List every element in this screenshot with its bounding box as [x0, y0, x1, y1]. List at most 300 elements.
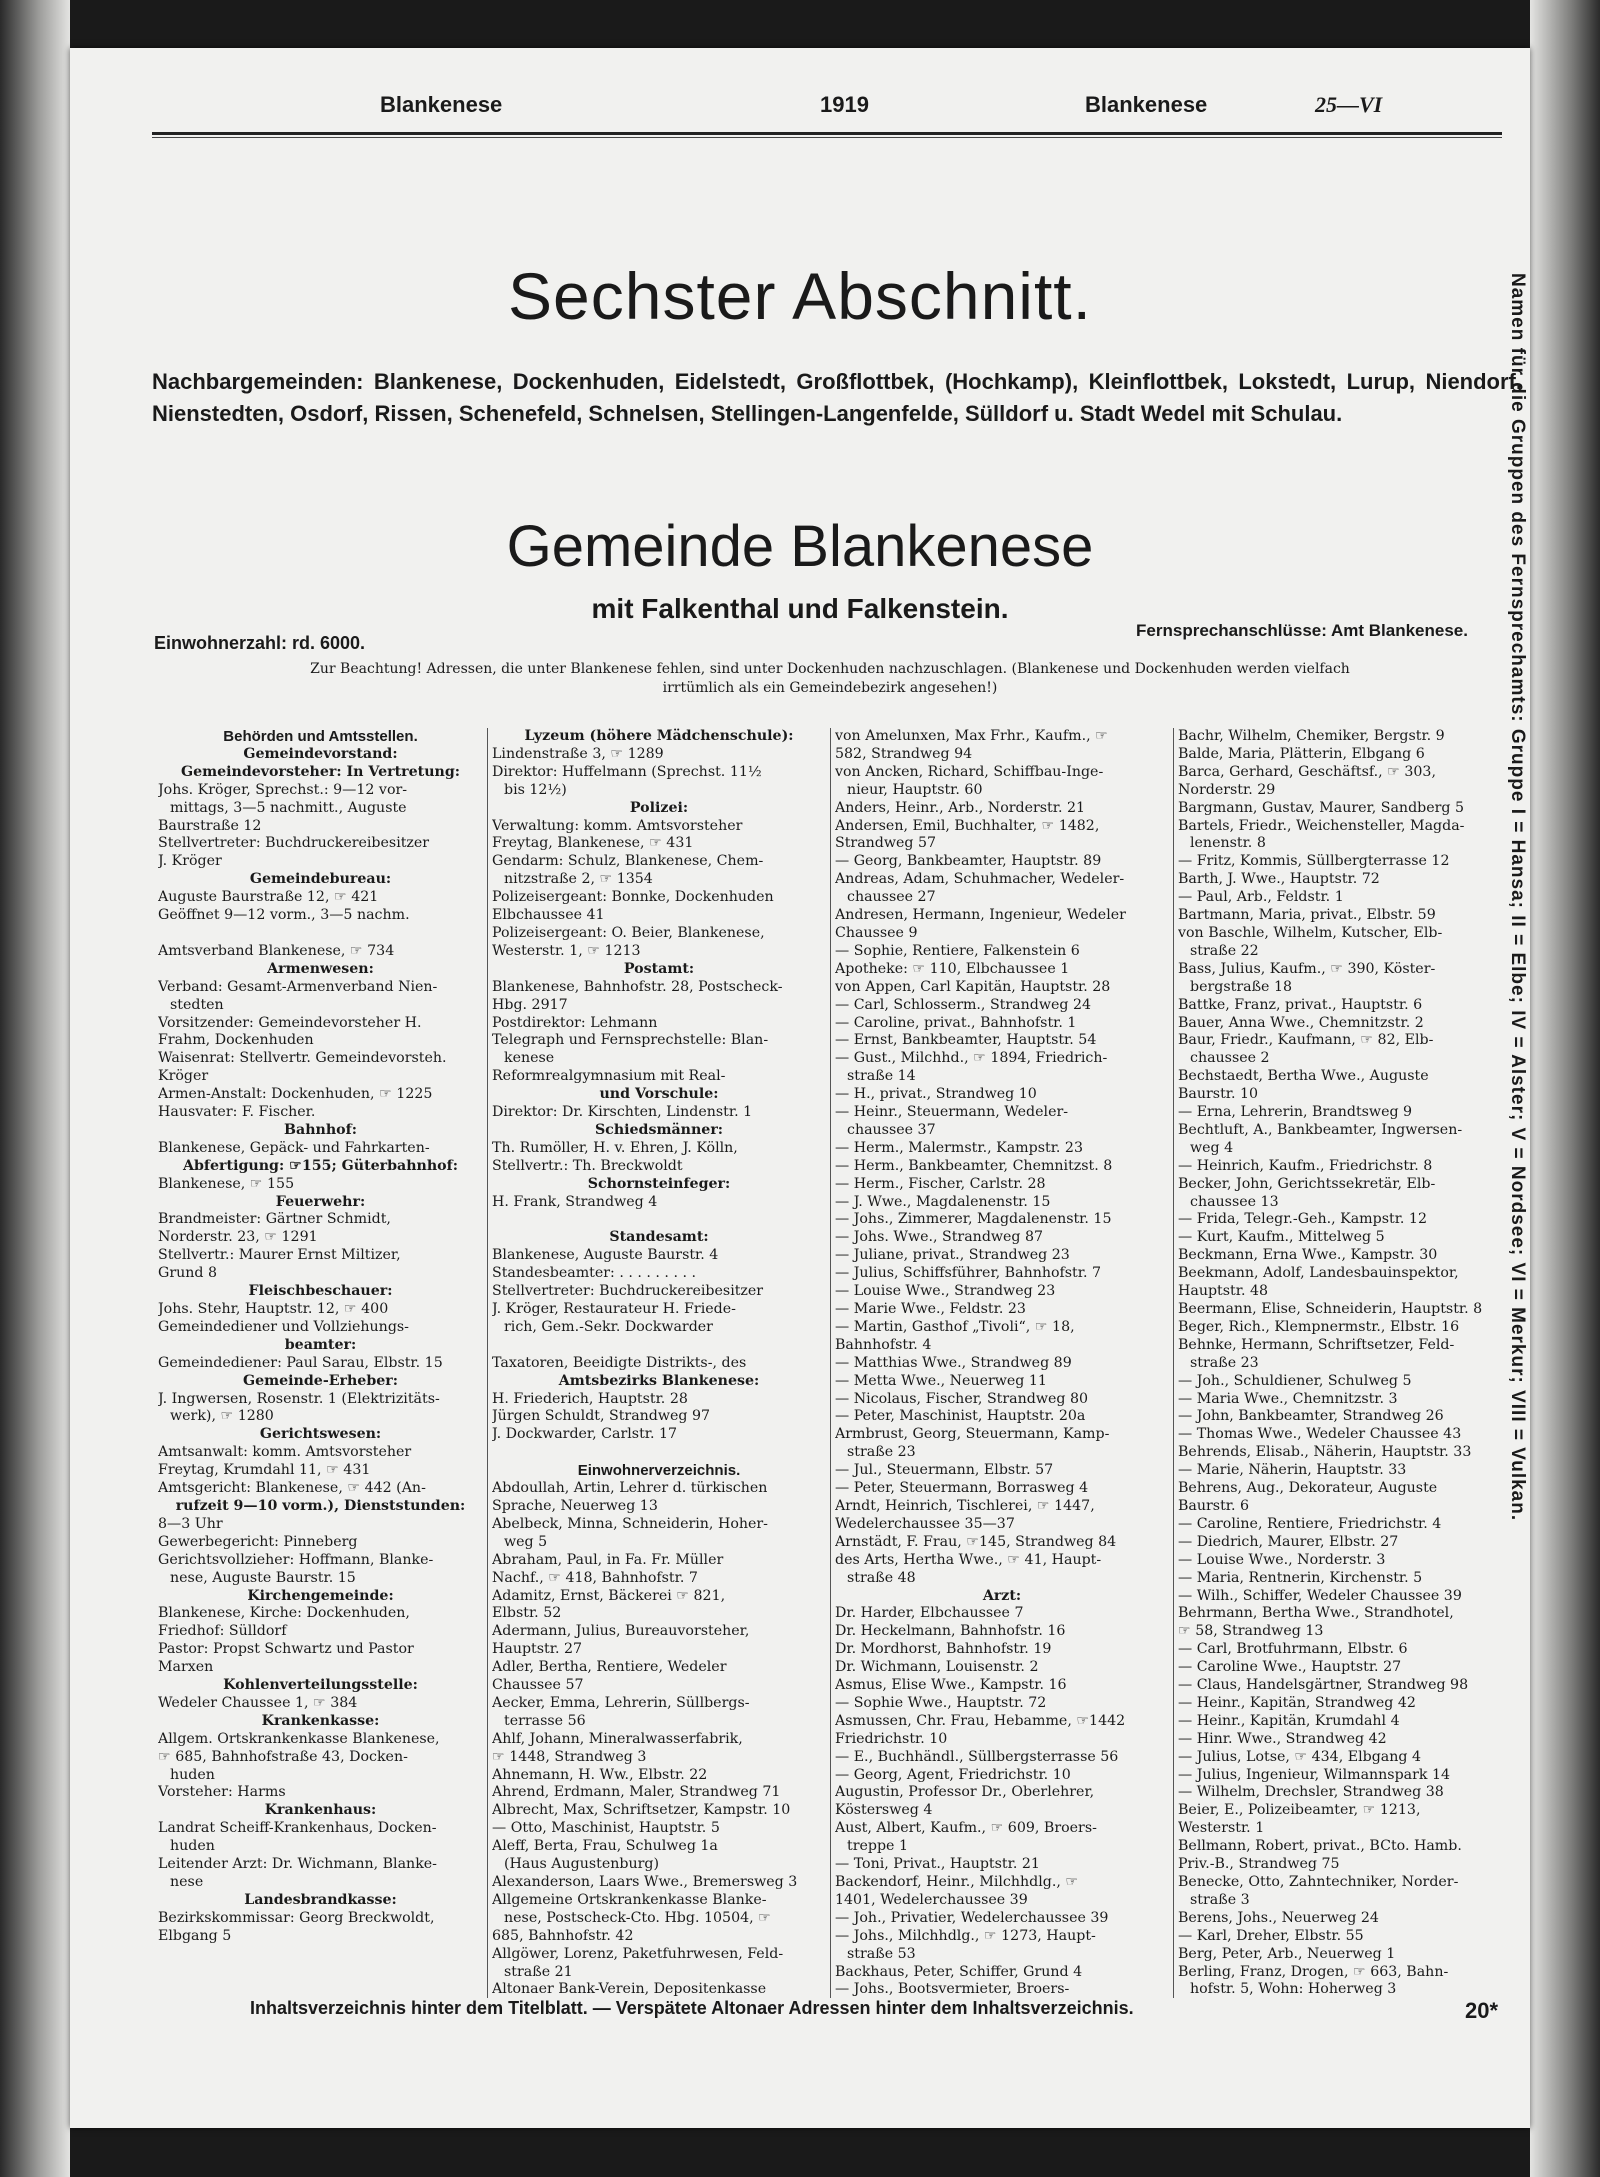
directory-line: Baur, Friedr., Kaufmann, ☞ 82, Elb- — [1178, 1032, 1434, 1049]
directory-line: — Ernst, Bankbeamter, Hauptstr. 54 — [835, 1032, 1097, 1049]
running-head-left: Blankenese — [380, 92, 503, 117]
directory-line: chaussee 13 — [1190, 1193, 1279, 1210]
directory-line: Becker, John, Gerichtssekretär, Elb- — [1178, 1175, 1436, 1192]
scan-right-margin — [1530, 0, 1600, 2177]
directory-line: Augustin, Professor Dr., Oberlehrer, — [835, 1784, 1095, 1801]
directory-line: — Matthias Wwe., Strandweg 89 — [835, 1354, 1072, 1371]
directory-line: — Heinr., Kapitän, Strandweg 42 — [1178, 1694, 1416, 1711]
directory-line: — Johs., Bootsvermieter, Broers- — [835, 1981, 1070, 1998]
directory-line: — Herm., Fischer, Carlstr. 28 — [835, 1175, 1046, 1192]
directory-line: straße 14 — [847, 1068, 916, 1085]
directory-line: — Peter, Steuermann, Borrasweg 4 — [835, 1480, 1089, 1497]
directory-line: Krankenkasse: — [261, 1712, 380, 1729]
scan-left-margin — [0, 0, 70, 2177]
directory-line: terrasse 56 — [504, 1712, 586, 1729]
directory-line: des Arts, Hertha Wwe., ☞ 41, Haupt- — [835, 1551, 1102, 1568]
directory-line — [158, 925, 483, 943]
directory-line: — Georg, Bankbeamter, Hauptstr. 89 — [835, 853, 1102, 870]
directory-line: nese, Auguste Baurstr. 15 — [170, 1569, 356, 1586]
directory-line: ☞ 1448, Strandweg 3 — [492, 1748, 647, 1765]
directory-line: Kohlenverteilungsstelle: — [223, 1677, 418, 1694]
directory-line: Bachr, Wilhelm, Chemiker, Bergstr. 9 — [1178, 728, 1445, 744]
directory-line: Allgemeine Ortskrankenkasse Blanke- — [492, 1891, 767, 1908]
directory-page — [70, 48, 1530, 2128]
directory-line: 1401, Wedelerchaussee 39 — [835, 1891, 1028, 1908]
directory-line: Gerichtsvollzieher: Hoffmann, Blanke- — [158, 1551, 434, 1568]
directory-line: Lindenstraße 3, ☞ 1289 — [492, 745, 664, 762]
directory-line: Backendorf, Heinr., Milchhdlg., ☞ — [835, 1874, 1079, 1890]
directory-line: Blankenese, Auguste Baurstr. 4 — [492, 1247, 719, 1264]
directory-line: Verwaltung: komm. Amtsvorsteher — [492, 817, 743, 834]
directory-line: Baurstraße 12 — [158, 817, 262, 834]
directory-line: treppe 1 — [847, 1838, 908, 1855]
directory-line: — Karl, Dreher, Elbstr. 55 — [1178, 1927, 1364, 1944]
directory-line: 8—3 Uhr — [158, 1515, 223, 1532]
directory-line: Hbg. 2917 — [492, 996, 568, 1013]
column-residents-b — [1173, 728, 1524, 1998]
directory-line: — Heinr., Steuermann, Wedeler- — [835, 1104, 1069, 1121]
directory-line: — Metta Wwe., Neuerweg 11 — [835, 1372, 1047, 1389]
directory-line: Verband: Gesamt-Armenverband Nien- — [158, 978, 438, 995]
directory-line: Amtsverband Blankenese, ☞ 734 — [158, 942, 395, 959]
directory-line: Chaussee 9 — [835, 924, 918, 941]
directory-line: Amtsbezirks Blankenese: — [558, 1372, 760, 1389]
directory-line: Berens, Johs., Neuerweg 24 — [1178, 1909, 1379, 1926]
directory-line: — Thomas Wwe., Wedeler Chaussee 43 — [1178, 1426, 1462, 1443]
directory-line: Berg, Peter, Arb., Neuerweg 1 — [1178, 1945, 1396, 1962]
directory-line: Bezirkskommissar: Georg Breckwoldt, — [158, 1909, 435, 1926]
directory-line: Gemeindediener und Vollziehungs- — [158, 1318, 409, 1335]
directory-line: beamter: — [284, 1336, 357, 1353]
directory-line: — Erna, Lehrerin, Brandtsweg 9 — [1178, 1104, 1413, 1121]
directory-line: — Diedrich, Maurer, Elbstr. 27 — [1178, 1533, 1399, 1550]
side-margin-text: Namen für die Gruppen des Fernsprechamts: Gruppe I = Hansa; II = Elbe; IV = Alster; V = Nordsee; VI = Merkur; VIII = Vulkan. — [1507, 273, 1528, 1522]
directory-line: Beier, E., Polizeibeamter, ☞ 1213, — [1178, 1802, 1421, 1819]
directory-line: Postdirektor: Lehmann — [492, 1014, 658, 1031]
signature-mark: 20* — [1465, 1998, 1499, 2023]
directory-line: Elbgang 5 — [158, 1927, 232, 1944]
directory-line: — Herm., Bankbeamter, Chemnitzst. 8 — [835, 1157, 1113, 1174]
directory-line: hofstr. 5, Wohn: Hoherweg 3 — [1190, 1981, 1397, 1998]
directory-line: von Baschle, Wilhelm, Kutscher, Elb- — [1178, 924, 1443, 941]
directory-line: Armenwesen: — [267, 960, 374, 977]
directory-line: Amtsanwalt: komm. Amtsvorsteher — [158, 1444, 412, 1461]
directory-line: chaussee 27 — [847, 889, 936, 906]
directory-line: Adamitz, Ernst, Bäckerei ☞ 821, — [492, 1587, 726, 1604]
directory-line: straße 23 — [1190, 1354, 1259, 1371]
directory-line: lenenstr. 8 — [1190, 835, 1266, 852]
directory-line: Lyzeum (höhere Mädchenschule): — [524, 728, 794, 744]
directory-line: nese — [170, 1874, 204, 1890]
directory-line: Stellvertr.: Maurer Ernst Miltizer, — [158, 1247, 401, 1264]
directory-line: Beckmann, Erna Wwe., Kampstr. 30 — [1178, 1247, 1438, 1264]
directory-line: Benecke, Otto, Zahntechniker, Norder- — [1178, 1874, 1459, 1890]
directory-line: Andreas, Adam, Schuhmacher, Wedeler- — [835, 871, 1125, 888]
directory-line: Polizeisergeant: Bonnke, Dockenhuden — [492, 889, 774, 906]
directory-line: — Julius, Ingenieur, Wilmannspark 14 — [1178, 1766, 1451, 1783]
directory-line: Asmus, Elise Wwe., Kampstr. 16 — [835, 1677, 1067, 1694]
directory-line: Alexanderson, Laars Wwe., Bremersweg 3 — [492, 1874, 798, 1890]
directory-line: — Joh., Schuldiener, Schulweg 5 — [1178, 1372, 1412, 1389]
directory-line: Pastor: Propst Schwartz und Pastor — [158, 1641, 414, 1658]
directory-line: Grund 8 — [158, 1265, 218, 1282]
directory-line: Nachf., ☞ 418, Bahnhofstr. 7 — [492, 1569, 698, 1586]
directory-line: Bahnhof: — [284, 1121, 357, 1138]
directory-line: Landrat Scheiff-Krankenhaus, Docken- — [158, 1820, 437, 1837]
directory-line: Berling, Franz, Drogen, ☞ 663, Bahn- — [1178, 1963, 1449, 1980]
directory-line: Krankenhaus: — [264, 1802, 377, 1819]
directory-line: Allgöwer, Lorenz, Paketfuhrwesen, Feld- — [492, 1945, 784, 1962]
directory-line: chaussee 2 — [1190, 1050, 1270, 1067]
directory-line: Freytag, Krumdahl 11, ☞ 431 — [158, 1462, 371, 1479]
directory-line: Norderstr. 23, ☞ 1291 — [158, 1229, 318, 1246]
neighbor-communities: Nachbargemeinden: Blankenese, Dockenhuden, Eidelstedt, Großflottbek, (Hochkamp), Kleinflottbek, Lokstedt, Lurup, Niendorf, Nienstedten, Osdorf, Rissen, Schenefeld, Schnelsen, Stellingen-Langenfelde, Sülldorf u. Stadt Wedel mit Schulau. — [152, 369, 1522, 426]
directory-line: Anders, Heinr., Arb., Norderstr. 21 — [835, 799, 1086, 816]
directory-line: von Ancken, Richard, Schiffbau-Inge- — [835, 763, 1104, 780]
directory-line: — Frida, Telegr.-Geh., Kampstr. 12 — [1178, 1211, 1427, 1228]
directory-line: Norderstr. 29 — [1178, 781, 1276, 798]
directory-line: Feuerwehr: — [275, 1193, 366, 1210]
directory-line: Dr. Harder, Elbchaussee 7 — [835, 1605, 1024, 1622]
directory-line: straße 53 — [847, 1945, 916, 1962]
directory-line: Baurstr. 6 — [1178, 1497, 1250, 1514]
directory-line: — John, Bankbeamter, Strandweg 26 — [1178, 1408, 1444, 1425]
directory-line: — Wilhelm, Drechsler, Strandweg 38 — [1178, 1784, 1444, 1801]
directory-line: Adermann, Julius, Bureauvorsteher, — [492, 1623, 750, 1640]
directory-line: Friedrichstr. 10 — [835, 1730, 948, 1747]
directory-line: Barth, J. Wwe., Hauptstr. 72 — [1178, 871, 1380, 888]
directory-line: huden — [170, 1766, 215, 1783]
directory-line: Elbstr. 52 — [492, 1605, 562, 1622]
directory-line: Behrends, Elisab., Näherin, Hauptstr. 33 — [1178, 1444, 1472, 1461]
page-number: 25—VI — [1315, 92, 1383, 117]
gemeinde-title: Gemeinde Blankenese — [506, 514, 1094, 579]
directory-line: — Caroline, Rentiere, Friedrichstr. 4 — [1178, 1515, 1442, 1532]
directory-line: Behnke, Hermann, Schriftsetzer, Feld- — [1178, 1336, 1455, 1353]
directory-line: — Maria Wwe., Chemnitzstr. 3 — [1178, 1390, 1398, 1407]
directory-line: — Otto, Maschinist, Hauptstr. 5 — [492, 1820, 720, 1837]
directory-line: Stellvertreter: Buchdruckereibesitzer — [158, 835, 430, 852]
running-head — [380, 92, 1490, 132]
directory-line: Polizei: — [629, 799, 689, 816]
header-rule — [152, 132, 1502, 135]
directory-line: — H., privat., Strandweg 10 — [835, 1086, 1037, 1103]
directory-line: — Nicolaus, Fischer, Strandweg 80 — [835, 1390, 1089, 1407]
directory-line: Gendarm: Schulz, Blankenese, Chem- — [492, 853, 764, 870]
directory-line: — Heinrich, Kaufm., Friedrichstr. 8 — [1178, 1157, 1433, 1174]
directory-line: 582, Strandweg 94 — [835, 745, 973, 762]
directory-line: Köstersweg 4 — [835, 1802, 933, 1819]
directory-line: — Heinr., Kapitän, Krumdahl 4 — [1178, 1712, 1400, 1729]
directory-line: J. Ingwersen, Rosenstr. 1 (Elektrizitäts- — [158, 1390, 440, 1407]
directory-line: werk), ☞ 1280 — [170, 1408, 274, 1425]
directory-line: von Amelunxen, Max Frhr., Kaufm., ☞ — [835, 728, 1108, 744]
directory-line: Ahrend, Erdmann, Maler, Strandweg 71 — [492, 1784, 781, 1801]
notice — [230, 660, 1430, 698]
directory-line: Aecker, Emma, Lehrerin, Süllbergs- — [492, 1694, 750, 1711]
directory-line: Armen-Anstalt: Dockenhuden, ☞ 1225 — [158, 1086, 433, 1103]
directory-line: Jürgen Schuldt, Strandweg 97 — [492, 1408, 711, 1425]
directory-line: Beekmann, Adolf, Landesbauinspektor, — [1178, 1265, 1459, 1282]
directory-line: Westerstr. 1, ☞ 1213 — [492, 942, 641, 959]
directory-line: mittags, 3—5 nachmitt., Auguste — [170, 799, 407, 816]
directory-line: weg 5 — [504, 1533, 548, 1550]
directory-line: Priv.-B., Strandweg 75 — [1178, 1856, 1340, 1873]
directory-line: kenese — [504, 1050, 555, 1067]
directory-line: — Johs. Wwe., Strandweg 87 — [835, 1229, 1044, 1246]
directory-line: Kirchengemeinde: — [247, 1587, 394, 1604]
directory-line: Abfertigung: ☞155; Güterbahnhof: — [183, 1157, 458, 1174]
notice-line-2: irrtümlich als ein Gemeindebezirk angesehen!) — [662, 680, 998, 696]
section-title: Sechster Abschnitt. — [508, 259, 1092, 333]
directory-line: Direktor: Dr. Kirschten, Lindenstr. 1 — [492, 1104, 753, 1121]
directory-line: Johs. Kröger, Sprechst.: 9—12 vor- — [158, 781, 408, 798]
directory-line: Reformrealgymnasium mit Real- — [492, 1068, 726, 1085]
directory-line: — Hinr. Wwe., Strandweg 42 — [1178, 1730, 1387, 1747]
directory-line: Stellvertreter: Buchdruckereibesitzer — [492, 1283, 764, 1300]
directory-line: nitzstraße 2, ☞ 1354 — [504, 871, 653, 888]
directory-line: — Peter, Maschinist, Hauptstr. 20a — [835, 1408, 1086, 1425]
directory-line: — E., Buchhändl., Süllbergsterrasse 56 — [835, 1748, 1119, 1765]
directory-line: chaussee 37 — [847, 1121, 936, 1138]
directory-line: Freytag, Blankenese, ☞ 431 — [492, 835, 694, 852]
footer-note: Inhaltsverzeichnis hinter dem Titelblatt. — Verspätete Altonaer Adressen hinter dem Inhaltsverzeichnis. — [250, 1998, 1134, 2018]
directory-line: Ahlf, Johann, Mineralwasserfabrik, — [492, 1730, 743, 1747]
directory-line: J. Dockwarder, Carlstr. 17 — [492, 1426, 678, 1443]
directory-line: Gemeindebureau: — [249, 871, 392, 888]
directory-line: Friedhof: Sülldorf — [158, 1623, 287, 1640]
directory-line: Polizeisergeant: O. Beier, Blankenese, — [492, 924, 765, 941]
directory-line: Westerstr. 1 — [1178, 1820, 1265, 1837]
directory-line — [492, 1444, 826, 1462]
directory-line: Asmussen, Chr. Frau, Hebamme, ☞1442 — [835, 1712, 1126, 1729]
directory-line: Leitender Arzt: Dr. Wichmann, Blanke- — [158, 1856, 437, 1873]
directory-line: Landesbrandkasse: — [244, 1891, 397, 1908]
directory-line: stedten — [170, 996, 224, 1013]
directory-line: Gemeindevorsteher: In Vertretung: — [180, 763, 461, 780]
directory-line: — Jul., Steuermann, Elbstr. 57 — [835, 1462, 1054, 1479]
directory-line: nieur, Hauptstr. 60 — [847, 781, 983, 798]
directory-line: Behrens, Aug., Dekorateur, Auguste — [1178, 1480, 1438, 1497]
directory-line: — Georg, Agent, Friedrichstr. 10 — [835, 1766, 1071, 1783]
directory-line: — Martin, Gasthof „Tivoli“, ☞ 18, — [835, 1318, 1075, 1335]
directory-line: Brandmeister: Gärtner Schmidt, — [158, 1211, 391, 1228]
directory-line: Vorsitzender: Gemeindevorsteher H. — [158, 1014, 422, 1031]
directory-line: Hauptstr. 27 — [492, 1641, 583, 1658]
directory-line: Blankenese, ☞ 155 — [158, 1175, 295, 1192]
directory-line: Abelbeck, Minna, Schneiderin, Hoher- — [492, 1515, 768, 1532]
directory-line: Schornsteinfeger: — [587, 1175, 731, 1192]
directory-line: Johs. Stehr, Hauptstr. 12, ☞ 400 — [158, 1301, 389, 1317]
directory-line: — Marie, Näherin, Hauptstr. 33 — [1178, 1462, 1407, 1479]
directory-line: Aust, Albert, Kaufm., ☞ 609, Broers- — [835, 1820, 1097, 1837]
directory-line: rich, Gem.-Sekr. Dockwarder — [504, 1318, 713, 1335]
directory-line: Standesamt: — [609, 1229, 709, 1246]
directory-line: — Claus, Handelsgärtner, Strandweg 98 — [1178, 1677, 1469, 1694]
header-rule-thin — [152, 137, 1502, 138]
column-institutions-residents — [487, 728, 830, 1998]
directory-line: Beger, Rich., Klempnermstr., Elbstr. 16 — [1178, 1318, 1460, 1335]
directory-line: Marxen — [158, 1659, 214, 1676]
directory-line: — Sophie, Rentiere, Falkenstein 6 — [835, 942, 1080, 959]
directory-line: Blankenese, Gepäck- und Fahrkarten- — [158, 1139, 430, 1156]
directory-line: Bartmann, Maria, privat., Elbstr. 59 — [1178, 907, 1436, 924]
directory-line: Barca, Gerhard, Geschäftsf., ☞ 303, — [1178, 763, 1436, 780]
directory-line: weg 4 — [1190, 1139, 1234, 1156]
directory-line: Gemeindediener: Paul Sarau, Elbstr. 15 — [158, 1354, 443, 1371]
directory-line: Blankenese, Bahnhofstr. 28, Postscheck- — [492, 978, 783, 995]
directory-line: ☞ 685, Bahnhofstraße 43, Docken- — [158, 1748, 408, 1765]
directory-line: Hausvater: F. Fischer. — [158, 1104, 316, 1121]
directory-columns — [154, 728, 1524, 1998]
directory-line: — Paul, Arb., Feldstr. 1 — [1178, 889, 1344, 906]
directory-line: Bechtluft, A., Bankbeamter, Ingwersen- — [1178, 1121, 1463, 1138]
directory-line: — Juliane, privat., Strandweg 23 — [835, 1247, 1070, 1264]
directory-line: — Julius, Schiffsführer, Bahnhofstr. 7 — [835, 1265, 1102, 1282]
directory-line: — Johs., Milchhdlg., ☞ 1273, Haupt- — [835, 1927, 1096, 1944]
directory-line: Gewerbegericht: Pinneberg — [158, 1533, 358, 1550]
gemeinde-subtitle: mit Falkenthal und Falkenstein. — [591, 593, 1009, 624]
directory-line: (Haus Augustenburg) — [504, 1856, 660, 1873]
directory-line: Fleischbeschauer: — [248, 1283, 393, 1300]
directory-line: 685, Bahnhofstr. 42 — [492, 1927, 634, 1944]
directory-line: Bass, Julius, Kaufm., ☞ 390, Köster- — [1178, 960, 1436, 977]
directory-line: Wedelerchaussee 35—37 — [835, 1515, 1015, 1532]
directory-line: Abdoullah, Artin, Lehrer d. türkischen — [492, 1480, 768, 1497]
directory-line: Altonaer Bank-Verein, Depositenkasse — [492, 1981, 767, 1998]
directory-line: Waisenrat: Stellvertr. Gemeindevorsteh. — [158, 1050, 447, 1067]
directory-line: Auguste Baurstraße 12, ☞ 421 — [158, 889, 379, 906]
directory-line: Amtsgericht: Blankenese, ☞ 442 (An- — [158, 1480, 426, 1497]
column-residents-a — [830, 728, 1173, 1998]
directory-line: — Julius, Lotse, ☞ 434, Elbgang 4 — [1178, 1748, 1421, 1765]
directory-line: Adler, Bertha, Rentiere, Wedeler — [492, 1659, 727, 1676]
directory-line: Andersen, Emil, Buchhalter, ☞ 1482, — [835, 817, 1100, 834]
directory-line: straße 48 — [847, 1569, 916, 1586]
directory-line: bis 12½) — [504, 781, 567, 798]
directory-line: Armbrust, Georg, Steuermann, Kamp- — [835, 1426, 1110, 1443]
directory-line: — Marie Wwe., Feldstr. 23 — [835, 1301, 1026, 1317]
directory-line: Vorsteher: Harms — [158, 1784, 286, 1801]
directory-line: straße 23 — [847, 1444, 916, 1461]
directory-line: ☞ 58, Strandweg 13 — [1178, 1623, 1324, 1640]
directory-line: Dr. Wichmann, Louisenstr. 2 — [835, 1659, 1039, 1676]
directory-line: — Kurt, Kaufm., Mittelweg 5 — [1178, 1229, 1385, 1246]
directory-line: Postamt: — [623, 960, 695, 977]
directory-line: — Herm., Malermstr., Kampstr. 23 — [835, 1139, 1083, 1156]
directory-line: — Johs., Zimmerer, Magdalenenstr. 15 — [835, 1211, 1112, 1228]
directory-line: Einwohnerverzeichnis. — [577, 1462, 741, 1480]
directory-line: Aleff, Berta, Frau, Schulweg 1a — [492, 1838, 718, 1855]
directory-line: — Sophie Wwe., Hauptstr. 72 — [835, 1694, 1047, 1711]
directory-line: Chaussee 57 — [492, 1677, 584, 1694]
directory-line: Dr. Heckelmann, Bahnhofstr. 16 — [835, 1623, 1066, 1640]
directory-line: Wedeler Chaussee 1, ☞ 384 — [158, 1694, 358, 1711]
directory-line: Gemeinde-Erheber: — [242, 1372, 398, 1389]
directory-line: Behörden und Amtsstellen. — [223, 728, 418, 745]
directory-line: Beermann, Elise, Schneiderin, Hauptstr. 8 — [1178, 1301, 1483, 1317]
directory-line: J. Kröger — [158, 853, 222, 870]
directory-line: Gemeindevorstand: — [243, 745, 398, 762]
directory-line: bergstraße 18 — [1190, 978, 1293, 995]
directory-line: straße 3 — [1190, 1891, 1250, 1908]
directory-line: — Joh., Privatier, Wedelerchaussee 39 — [835, 1909, 1109, 1926]
directory-line: — Toni, Privat., Hauptstr. 21 — [835, 1856, 1040, 1873]
directory-line: Elbchaussee 41 — [492, 907, 605, 924]
running-head-year: 1919 — [820, 92, 869, 117]
directory-line: — J. Wwe., Magdalenenstr. 15 — [835, 1193, 1051, 1210]
directory-line: Stellvertr.: Th. Breckwoldt — [492, 1157, 683, 1174]
directory-line: Direktor: Huffelmann (Sprechst. 11½ — [492, 763, 762, 780]
directory-line: — Louise Wwe., Strandweg 23 — [835, 1283, 1056, 1300]
directory-line: H. Frank, Strandweg 4 — [492, 1193, 658, 1210]
directory-line: Frahm, Dockenhuden — [158, 1032, 314, 1049]
directory-line: Arnstädt, F. Frau, ☞145, Strandweg 84 — [835, 1533, 1117, 1550]
directory-line: Strandweg 57 — [835, 835, 937, 852]
directory-line: — Carl, Brotfuhrmann, Elbstr. 6 — [1178, 1641, 1408, 1658]
directory-line: Taxatoren, Beeidigte Distrikts-, des — [492, 1354, 747, 1371]
directory-line: Gerichtswesen: — [259, 1426, 382, 1443]
directory-line: Baurstr. 10 — [1178, 1086, 1259, 1103]
directory-line: Apotheke: ☞ 110, Elbchaussee 1 — [835, 960, 1070, 977]
directory-line: Bargmann, Gustav, Maurer, Sandberg 5 — [1178, 799, 1465, 816]
directory-line: — Maria, Rentnerin, Kirchenstr. 5 — [1178, 1569, 1423, 1586]
directory-line: straße 22 — [1190, 942, 1259, 959]
directory-line: Dr. Mordhorst, Bahnhofstr. 19 — [835, 1641, 1052, 1658]
directory-line: Bechstaedt, Bertha Wwe., Auguste — [1178, 1068, 1429, 1085]
directory-line: Kröger — [158, 1068, 209, 1085]
directory-line — [492, 1337, 826, 1355]
directory-line: Schiedsmänner: — [594, 1121, 724, 1138]
directory-line: Bahnhofstr. 4 — [835, 1336, 932, 1353]
directory-line: Battke, Franz, privat., Hauptstr. 6 — [1178, 996, 1423, 1013]
directory-line: von Appen, Carl Kapitän, Hauptstr. 28 — [835, 978, 1111, 995]
directory-line: Blankenese, Kirche: Dockenhuden, — [158, 1605, 410, 1622]
telephone-exchange: Fernsprechanschlüsse: Amt Blankenese. — [1136, 621, 1468, 640]
directory-line: — Louise Wwe., Norderstr. 3 — [1178, 1551, 1386, 1568]
column-authorities — [154, 728, 487, 1998]
directory-line: und Vorschule: — [599, 1086, 719, 1103]
population: Einwohnerzahl: rd. 6000. — [154, 633, 366, 653]
directory-line: Balde, Maria, Plätterin, Elbgang 6 — [1178, 745, 1425, 762]
directory-line — [492, 1211, 826, 1229]
directory-line: Bellmann, Robert, privat., BCto. Hamb. — [1178, 1838, 1462, 1855]
directory-line: straße 21 — [504, 1963, 573, 1980]
directory-line: Arzt: — [982, 1587, 1022, 1604]
directory-line: Allgem. Ortskrankenkasse Blankenese, — [158, 1730, 440, 1747]
directory-line: J. Kröger, Restaurateur H. Friede- — [492, 1301, 736, 1317]
directory-line: Telegraph und Fernsprechstelle: Blan- — [492, 1032, 769, 1049]
directory-line: Albrecht, Max, Schriftsetzer, Kampstr. 10 — [492, 1802, 791, 1819]
directory-line: — Carl, Schlosserm., Strandweg 24 — [835, 996, 1092, 1013]
directory-line: Backhaus, Peter, Schiffer, Grund 4 — [835, 1963, 1083, 1980]
directory-line: H. Friederich, Hauptstr. 28 — [492, 1390, 688, 1407]
directory-line: Bartels, Friedr., Weichensteller, Magda- — [1178, 817, 1465, 834]
directory-line: Th. Rumöller, H. v. Ehren, J. Kölln, — [492, 1139, 738, 1156]
directory-line: Standesbeamter: . . . . . . . . . — [492, 1265, 697, 1282]
directory-line: Hauptstr. 48 — [1178, 1283, 1269, 1300]
directory-line: — Fritz, Kommis, Süllbergterrasse 12 — [1178, 853, 1450, 870]
directory-line: Behrmann, Bertha Wwe., Strandhotel, — [1178, 1605, 1454, 1622]
directory-line: — Caroline Wwe., Hauptstr. 27 — [1178, 1659, 1402, 1676]
directory-line: nese, Postscheck-Cto. Hbg. 10504, ☞ — [504, 1909, 771, 1926]
directory-line: — Caroline, privat., Bahnhofstr. 1 — [835, 1014, 1077, 1031]
directory-line: — Gust., Milchhd., ☞ 1894, Friedrich- — [835, 1050, 1108, 1067]
directory-line: Andresen, Hermann, Ingenieur, Wedeler — [835, 907, 1126, 924]
directory-line: Abraham, Paul, in Fa. Fr. Müller — [492, 1551, 724, 1568]
directory-line: Arndt, Heinrich, Tischlerei, ☞ 1447, — [835, 1497, 1095, 1514]
running-head-right: Blankenese — [1085, 92, 1208, 117]
